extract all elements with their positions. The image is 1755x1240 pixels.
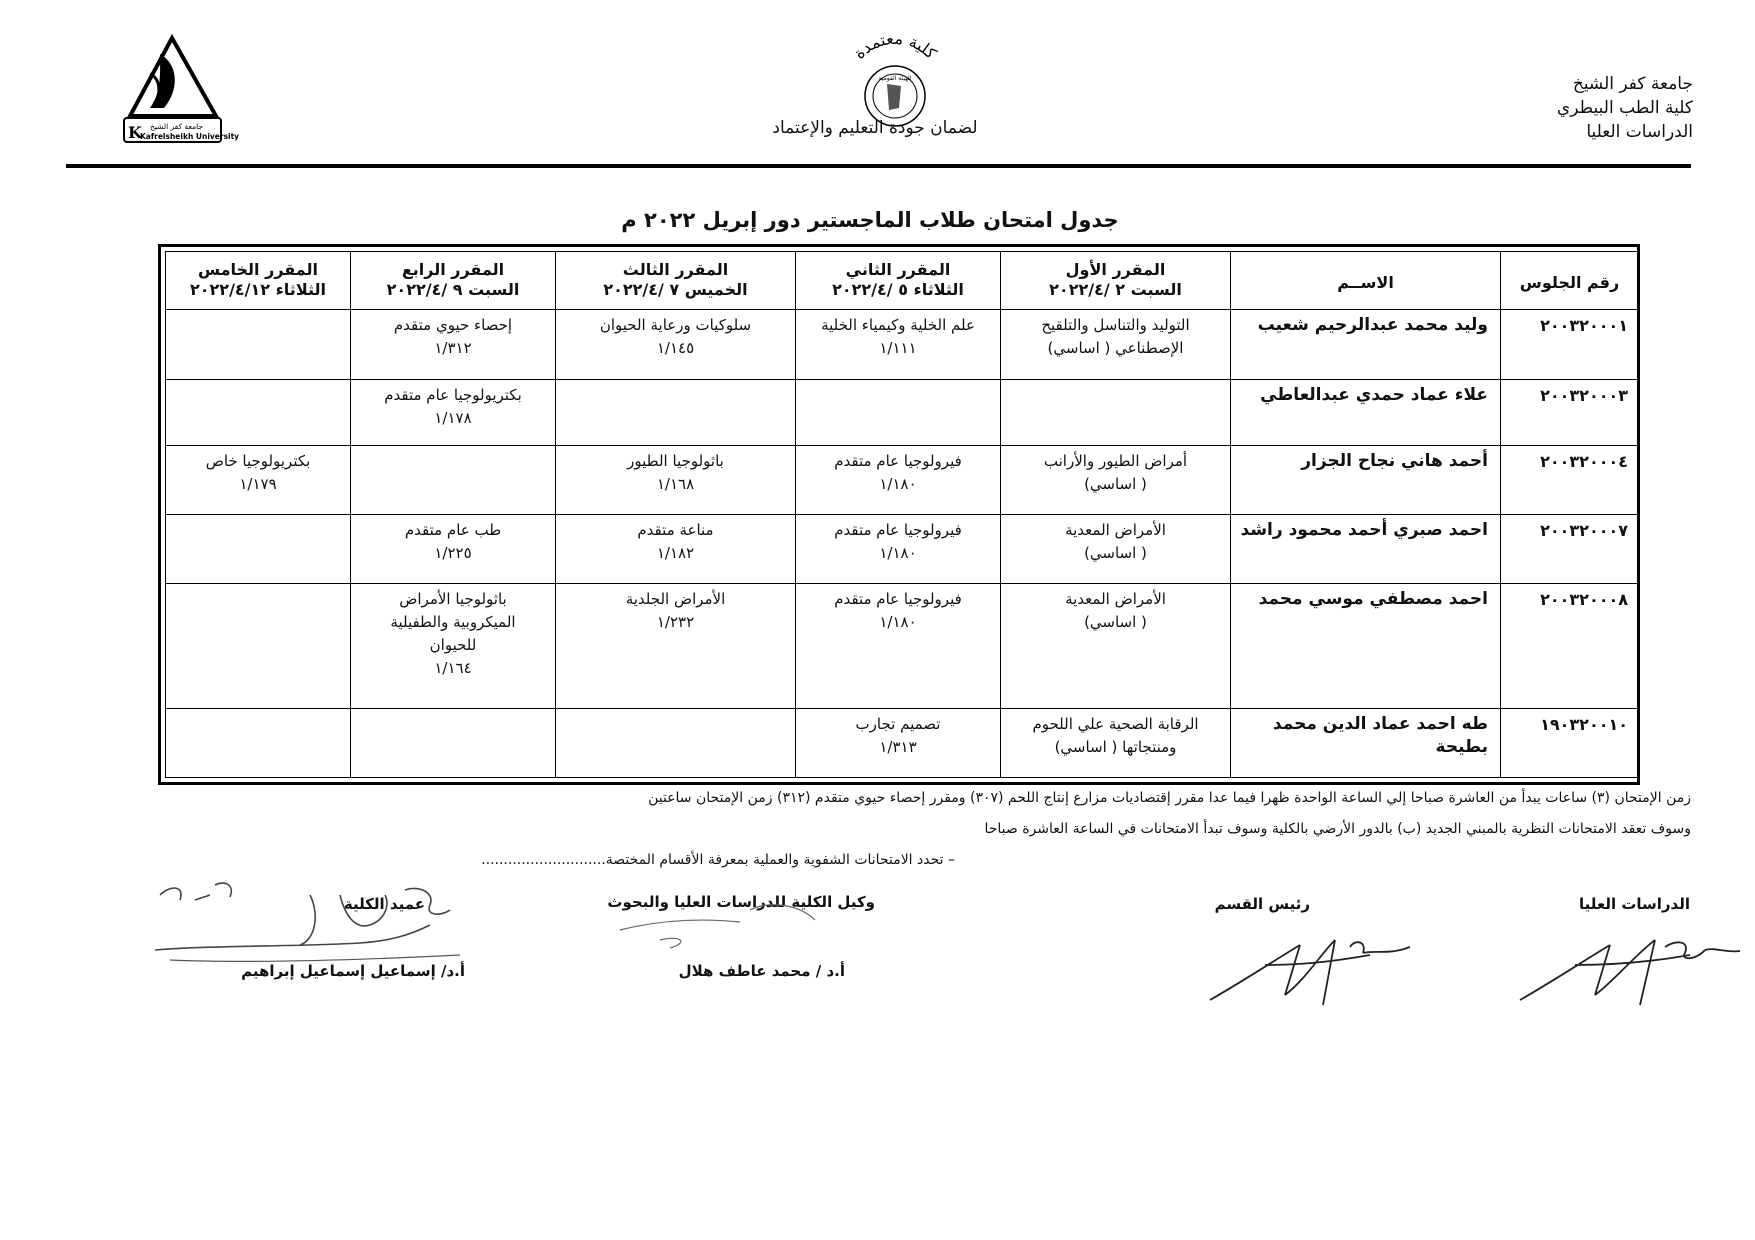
header-seat: رقم الجلوس <box>1501 252 1639 310</box>
course-line: ( اساسي) <box>1084 544 1147 563</box>
seat-number: ٢٠٠٣٢٠٠٠٨ <box>1501 584 1639 708</box>
course-4-cell <box>351 515 556 584</box>
table-row <box>166 515 1639 584</box>
course-line: بكتريولوجيا عام متقدم <box>384 386 522 405</box>
header-course-4 <box>351 252 556 310</box>
course-2-cell <box>796 380 1001 445</box>
course-5-cell <box>166 708 351 777</box>
university-logo-icon <box>120 34 240 144</box>
course-line: ( اساسي) <box>1084 613 1147 632</box>
course-3-cell <box>556 708 796 777</box>
seat-number: ٢٠٠٣٢٠٠٠٧ <box>1501 515 1639 584</box>
course-2-cell <box>796 584 1001 708</box>
course-1-cell <box>1001 708 1231 777</box>
course-5-cell <box>166 445 351 514</box>
course-line: باثولوجيا الأمراض <box>399 590 507 609</box>
table-row <box>166 380 1639 445</box>
seal-label-text: الهيئة القومية <box>878 75 912 82</box>
header-institution <box>1393 72 1693 144</box>
course-line: ١/١٨٠ <box>879 544 917 563</box>
student-name: علاء عماد حمدي عبدالعاطي <box>1231 380 1501 445</box>
exam-schedule-table <box>158 244 1640 785</box>
course-line: مناعة متقدم <box>637 521 714 540</box>
table-header-row <box>166 252 1639 310</box>
course-line: علم الخلية وكيمياء الخلية <box>821 316 975 334</box>
course-line: الميكروبية والطفيلية <box>390 613 516 632</box>
student-name: احمد مصطفي موسي محمد <box>1231 584 1501 708</box>
signature-name-dean: أ.د/ إسماعيل إسماعيل إبراهيم <box>241 962 465 980</box>
signature-label-vice-dean: وكيل الكلية للدراسات العليا والبحوث <box>607 893 875 911</box>
header-course-3-title: المقرر الثالث <box>622 260 729 279</box>
university-name: جامعة كفر الشيخ <box>1572 74 1693 94</box>
schedule-title: جدول امتحان طلاب الماجستير دور إبريل ٢٠٢٢ م <box>621 208 1119 232</box>
course-line: الأمراض المعدية <box>1065 521 1166 540</box>
header-name: الاســم <box>1231 252 1501 310</box>
seat-number: ١٩٠٣٢٠٠١٠ <box>1501 708 1639 777</box>
course-line: ١/١٧٨ <box>434 409 472 428</box>
seat-number: ٢٠٠٣٢٠٠٠٤ <box>1501 445 1639 514</box>
course-line: الرقابة الصحية علي اللحوم <box>1032 714 1199 733</box>
course-line: ١/١١١ <box>879 339 917 357</box>
course-3-cell <box>556 515 796 584</box>
course-line: فيرولوجيا عام متقدم <box>834 590 962 609</box>
course-line: ١/٢٢٥ <box>434 544 472 563</box>
header-course-4-title: المقرر الرابع <box>401 260 505 279</box>
logo-english-text: Kafrelsheikh University <box>140 132 240 141</box>
logo-arabic-text: جامعة كفر الشيخ <box>150 122 204 131</box>
university-logo <box>120 34 240 144</box>
course-line: ١/١٨٠ <box>879 613 917 632</box>
header-course-3 <box>556 252 796 310</box>
course-2-cell <box>796 708 1001 777</box>
seat-number: ٢٠٠٣٢٠٠٠٣ <box>1501 380 1639 445</box>
course-2-cell <box>796 515 1001 584</box>
seal-arc-text: كلية معتمدة <box>849 28 941 63</box>
course-line: التوليد والتناسل والتلقيح <box>1041 316 1190 334</box>
course-3-cell <box>556 445 796 514</box>
course-1-cell <box>1001 445 1231 514</box>
table-row <box>166 708 1639 777</box>
header-course-1-title: المقرر الأول <box>1065 260 1166 279</box>
course-4-cell <box>351 310 556 380</box>
course-line: الأمراض الجلدية <box>625 590 726 609</box>
signature-label-dept-head: رئيس القسم <box>1214 895 1310 913</box>
header-course-5-title: المقرر الخامس <box>197 260 319 279</box>
course-line: الأمراض المعدية <box>1065 590 1166 609</box>
course-line: سلوكيات ورعاية الحيوان <box>599 316 752 334</box>
course-line: أمراض الطيور والأرانب <box>1043 451 1188 470</box>
course-line: الإصطناعي ( اساسي) <box>1047 339 1184 357</box>
header-course-1 <box>1001 252 1231 310</box>
course-line: تصميم تجارب <box>855 714 941 733</box>
course-line: إحصاء حيوي متقدم <box>393 316 513 334</box>
signature-vice-dean-icon <box>600 880 830 960</box>
student-name: طه احمد عماد الدين محمد بطيحة <box>1231 708 1501 777</box>
header-course-4-date: السبت ٩ /٢٠٢٢/٤ <box>386 280 520 299</box>
seal-caption: لضمان جودة التعليم والإعتماد <box>772 118 978 138</box>
signature-label-grad-studies: الدراسات العليا <box>1578 895 1690 913</box>
course-line: ١/٣١٣ <box>879 737 917 756</box>
signature-label-dean: عميد الكلية <box>343 895 425 913</box>
course-2-cell <box>796 310 1001 380</box>
course-4-cell <box>351 445 556 514</box>
header-course-2 <box>796 252 1001 310</box>
course-5-cell <box>166 310 351 380</box>
note-exam-location: وسوف تعقد الامتحانات النظرية بالمبني الجديد (ب) بالدور الأرضي بالكلية وسوف تبدأ الامتحانات في الساعة العاشرة صباحا <box>984 821 1691 837</box>
course-3-cell <box>556 584 796 708</box>
seat-number: ٢٠٠٣٢٠٠٠١ <box>1501 310 1639 380</box>
course-line: ١/٢٣٢ <box>656 613 695 632</box>
course-4-cell <box>351 708 556 777</box>
table-row <box>166 310 1639 380</box>
course-line: باثولوجيا الطيور <box>627 451 724 470</box>
course-line: ١/١٦٤ <box>434 659 472 678</box>
faculty-name: كلية الطب البيطري <box>1556 98 1693 118</box>
department-name: الدراسات العليا <box>1586 122 1693 142</box>
svg-text:K: K <box>128 123 142 142</box>
table-row <box>166 584 1639 708</box>
course-line: ١/٣١٢ <box>434 339 472 357</box>
student-name: وليد محمد عبدالرحيم شعيب <box>1231 310 1501 380</box>
course-line: فيرولوجيا عام متقدم <box>834 451 962 470</box>
signature-name-vice-dean: أ.د / محمد عاطف هلال <box>678 962 845 980</box>
header-course-5-date: الثلاثاء ٢٠٢٢/٤/١٢ <box>190 280 326 299</box>
course-4-cell <box>351 380 556 445</box>
header-course-2-date: الثلاثاء ٥ /٢٠٢٢/٤ <box>832 280 964 299</box>
course-line: ١/١٨٠ <box>879 474 917 493</box>
course-line: ١/١٤٥ <box>656 339 695 357</box>
svg-text:كلية معتمدة <box>850 29 941 63</box>
course-line: طب عام متقدم <box>404 521 502 540</box>
course-line: ١/١٧٩ <box>239 474 277 493</box>
course-1-cell <box>1001 584 1231 708</box>
course-line: للحيوان <box>429 636 477 655</box>
course-4-cell <box>351 584 556 708</box>
course-1-cell <box>1001 380 1231 445</box>
header-divider <box>66 164 1691 168</box>
course-line: بكتريولوجيا خاص <box>205 451 311 470</box>
header-course-3-date: الخميس ٧ /٢٠٢٢/٤ <box>603 280 748 299</box>
course-line: ومنتجاتها ( اساسي) <box>1054 737 1177 756</box>
course-line: فيرولوجيا عام متقدم <box>834 521 962 540</box>
course-1-cell <box>1001 515 1231 584</box>
course-line: ١/١٨٢ <box>656 544 695 563</box>
note-exam-duration: زمن الإمتحان (٣) ساعات يبدأ من العاشرة صباحا إلي الساعة الواحدة ظهرا فيما عدا مقرر إقتصاديات مزارع إنتاج اللحم (٣٠٧) ومقرر إحصاء حيوي متقدم (٣١٢) زمن الإمتحان ساعتين <box>648 790 1691 806</box>
course-line: ١/١٦٨ <box>656 474 695 493</box>
signature-dean-icon <box>140 855 490 975</box>
course-3-cell <box>556 380 796 445</box>
header-course-2-title: المقرر الثاني <box>845 260 951 279</box>
student-name: أحمد هاني نجاح الجزار <box>1231 445 1501 514</box>
course-5-cell <box>166 584 351 708</box>
signature-dept-head-icon <box>1205 925 1415 1015</box>
course-3-cell <box>556 310 796 380</box>
note-oral-exams: – تحدد الامتحانات الشفوية والعملية بمعرفة الأقسام المختصة............................ <box>481 852 955 868</box>
header-course-5 <box>166 252 351 310</box>
course-5-cell <box>166 380 351 445</box>
course-5-cell <box>166 515 351 584</box>
course-2-cell <box>796 445 1001 514</box>
student-name: احمد صبري أحمد محمود راشد <box>1231 515 1501 584</box>
table-row <box>166 445 1639 514</box>
header-course-1-date: السبت ٢ /٢٠٢٢/٤ <box>1049 280 1182 299</box>
course-1-cell <box>1001 310 1231 380</box>
course-line: ( اساسي) <box>1084 474 1147 493</box>
signature-grad-studies-icon <box>1515 925 1745 1015</box>
